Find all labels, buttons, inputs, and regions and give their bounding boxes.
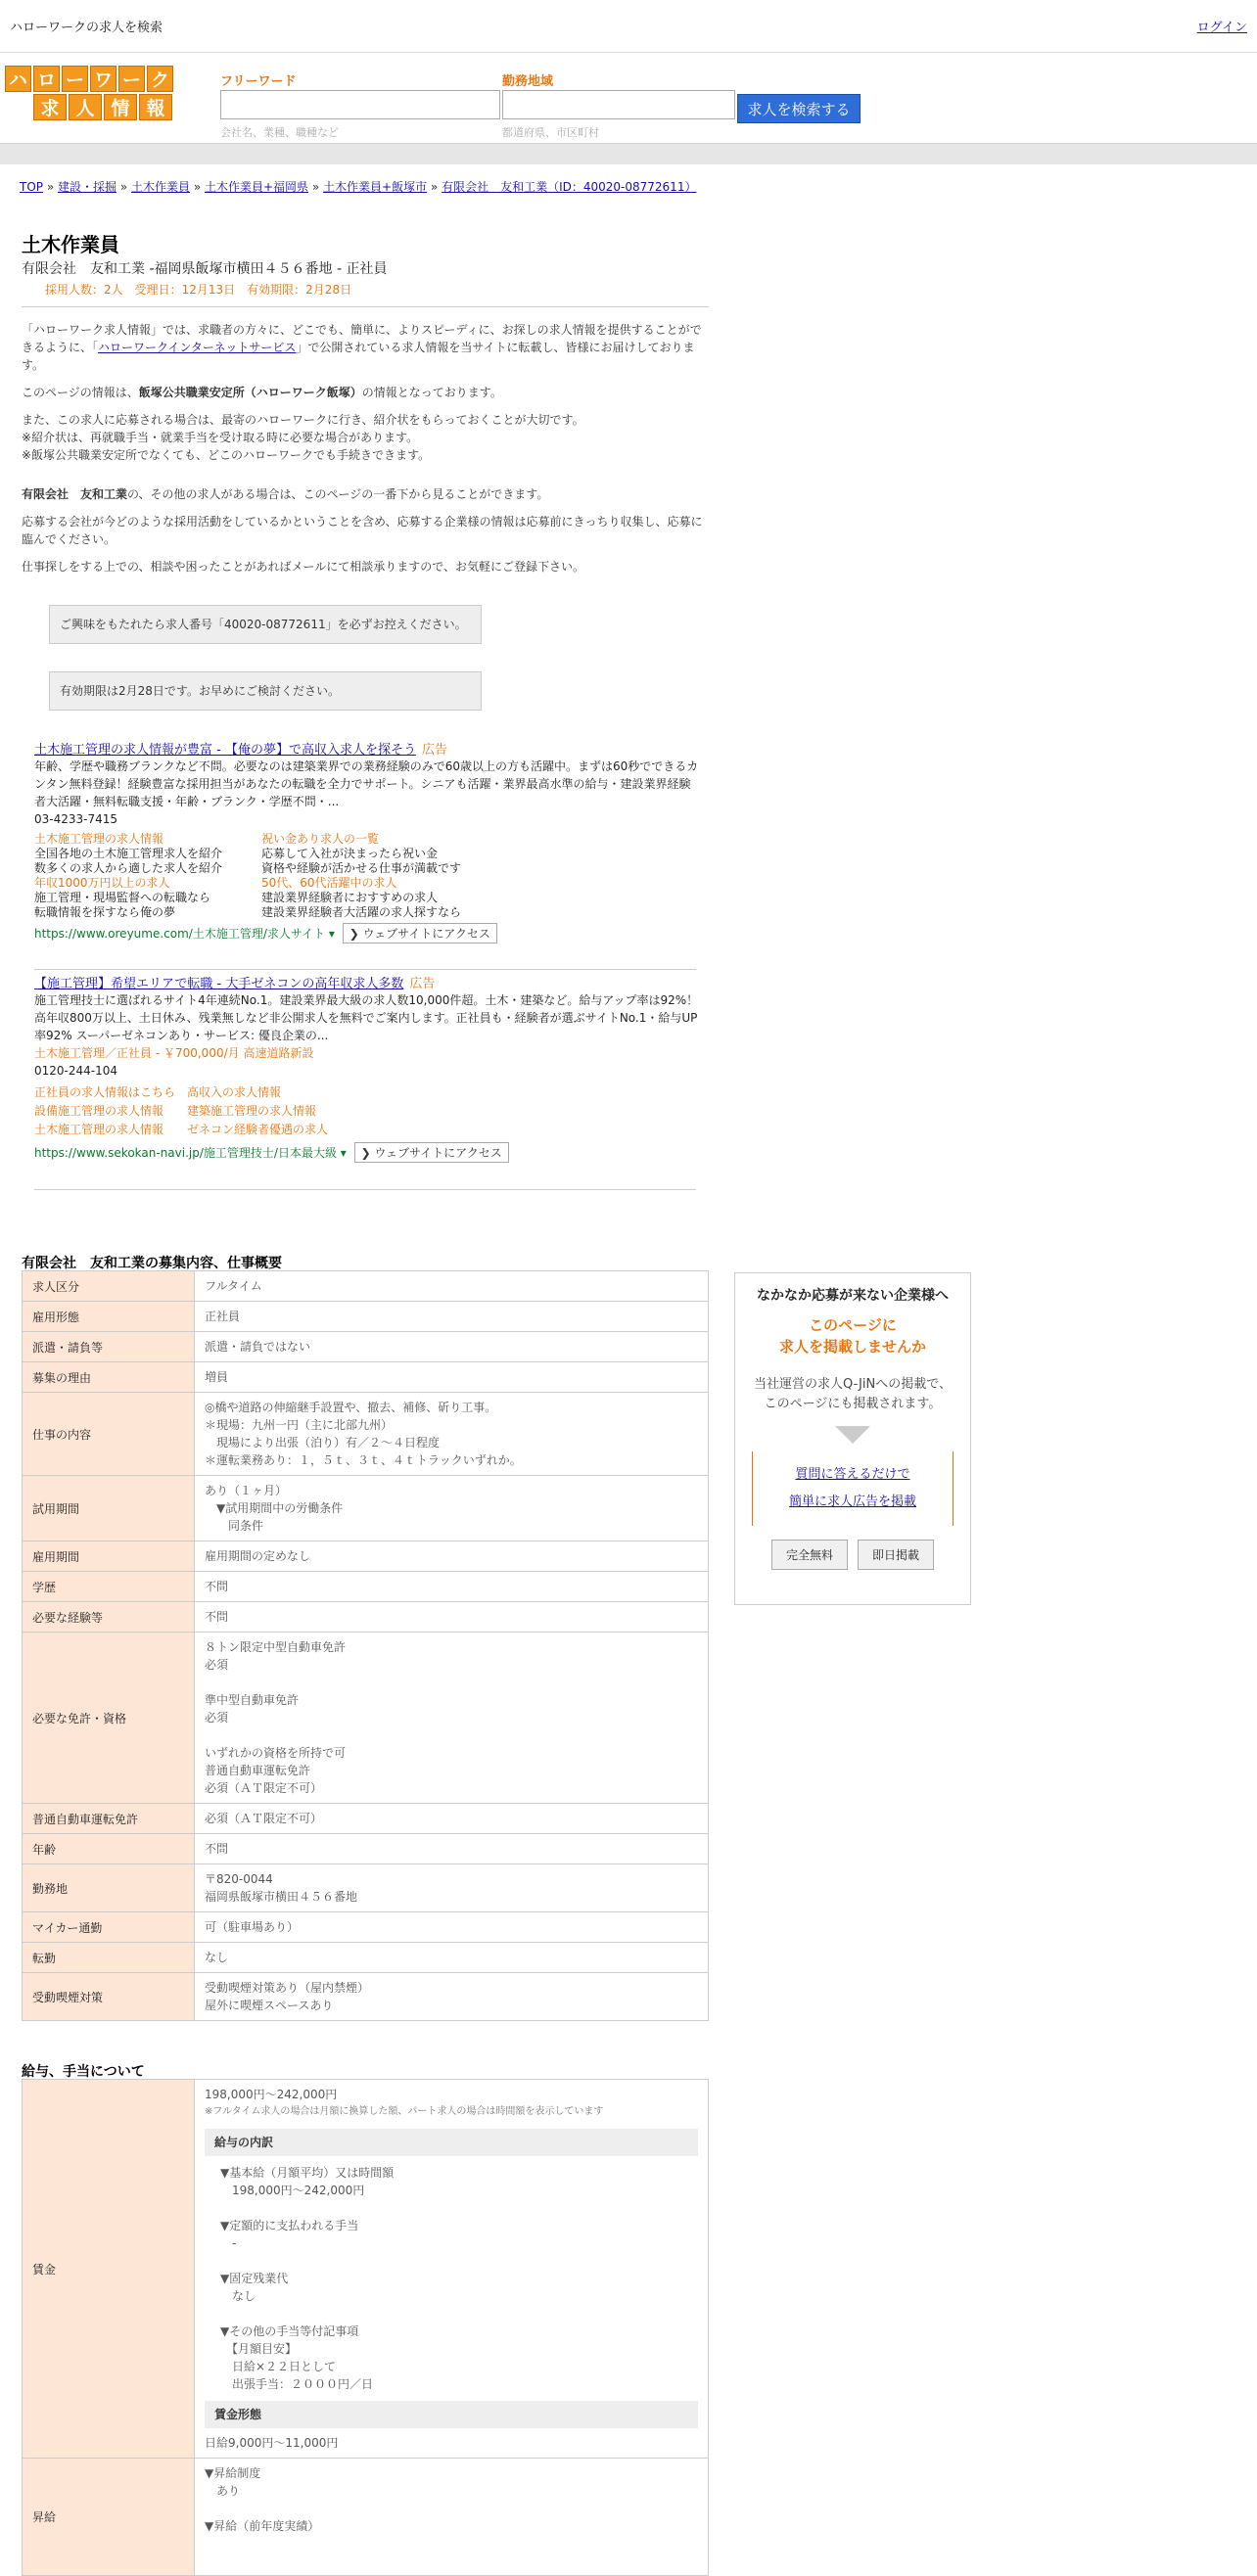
raise-value: ▼昇給制度 あり ▼昇給（前年度実績） [195,2459,709,2576]
row-value: 不問 [195,1572,709,1602]
divider [22,306,709,307]
ad-divider [34,1189,696,1190]
site-title: ハローワークの求人を検索 [10,21,163,35]
breadcrumb-company[interactable]: 有限会社 友和工業（ID：40020-08772611） [442,180,697,194]
row-value: 増員 [195,1362,709,1393]
table-row [23,1864,709,1912]
ad-2-title[interactable]: 【施工管理】希望エリアで転職 - 大手ゼネコンの高年収求人多数 [34,977,404,991]
sidebar-desc: 当社運営の求人Q-JiNへの掲載で、 このページにも掲載されます。 [754,1377,952,1411]
row-label: 求人区分 [23,1271,195,1302]
row-label: 仕事の内容 [23,1393,195,1476]
breakdown: ▼基本給（月額平均）又は時間額 198,000円〜242,000円 ▼定額的に支払われる手当 - ▼固定残業代 なし ▼その他の手当等付記事項 【月額目安】 日給×２２日として 出張手当：２０００円／日 [220,2166,395,2391]
table-row [23,1572,709,1602]
breadcrumb: TOP » 建設・採掘 » 土木作業員 » 土木作業員+福岡県 » 土木作業員+飯塚市 » 有限会社 友和工業（ID：40020-08772611） [20,180,697,194]
ad-sitelink[interactable]: 年収1000万円以上の求人 施工管理・現場監督への転職なら 転職情報を探すなら俺の夢 [34,876,211,919]
wage-label: 賃金 [23,2080,195,2459]
ad-1 [34,739,700,943]
header [0,53,1257,143]
intro-p2: このページの情報は、飯塚公共職業安定所（ハローワーク飯塚）の情報となっております。 [22,386,502,399]
row-value: 正社員 [195,1302,709,1332]
area-placeholder: 都道府県、市区町村 [502,126,599,139]
sidebar-link-answer[interactable]: 質問に答えるだけで [795,1467,910,1482]
logo-char: ハ [5,66,31,92]
intro-p1: 「ハローワーク求人情報」では、求職者の方々に、どこでも、簡単に、よりスピーディに、お探しの求人情報を提供することができるように、「ハローワークインターネットサービス」で公開されている求人情報を当サイトに転載し、皆様にお届けしております。 [22,323,702,372]
page-title: 土木作業員 [22,233,119,256]
ad-1-sitelinks [34,832,700,920]
breadcrumb-job[interactable]: 土木作業員 [131,180,191,194]
table-row [23,1602,709,1633]
table-row [23,1332,709,1362]
ad-1-url[interactable]: https://www.oreyume.com/土木施工管理/求人サイト ▾ ❯ ウェブサイトにアクセス [34,923,700,943]
gray-divider-bar [0,143,1257,164]
visit-site-button[interactable]: ❯ ウェブサイトにアクセス [343,923,497,943]
intro-p5: 応募する会社が今どのような採用活動をしているかということを含め、応募する企業様の情報は応募前にきっちり収集し、応募に臨んでください。 [22,515,703,546]
sidebar-links [752,1451,954,1526]
sidebar-heading: なかなか応募が来ない企業様へ [757,1288,949,1304]
ad-2-extra: 土木施工管理／正社員 - ￥700,000/月 高速道路新設 [34,1046,314,1060]
logo-char: 情 [104,94,137,120]
ad-2-phone[interactable]: 0120-244-104 [34,1064,118,1078]
form-title: 賃金形態 [205,2401,698,2428]
breadcrumb-top[interactable]: TOP [20,180,44,194]
down-arrow-icon [835,1426,870,1444]
row-label: 受動喫煙対策 [23,1973,195,2021]
row-label: 学歴 [23,1572,195,1602]
logo-char: ロ [33,66,60,92]
hellowork-internet-link[interactable]: ハローワークインターネットサービス [98,341,297,354]
area-field-group [502,70,735,140]
ad-2 [34,973,700,1163]
section-title-overview: 有限会社 友和工業の募集内容、仕事概要 [22,1256,282,1271]
top-bar [0,0,1257,53]
table-row [23,1943,709,1973]
row-value: ８トン限定中型自動車免許 必須 準中型自動車免許 必須 いずれかの資格を所持で可 普通自動車運転免許 必須（ＡＴ限定不可） [195,1633,709,1804]
row-value: 不問 [195,1834,709,1864]
visit-site-button[interactable]: ❯ ウェブサイトにアクセス [354,1142,509,1163]
table-row [23,1362,709,1393]
row-value: 派遣・請負ではない [195,1332,709,1362]
freeword-input[interactable] [220,90,500,119]
same-day-badge[interactable]: 即日掲載 [858,1540,934,1570]
intro-text [22,321,707,585]
freeword-label: フリーワード [220,74,297,89]
ad-2-url[interactable]: https://www.sekokan-navi.jp/施工管理技士/日本最大級 ▾ ❯ ウェブサイトにアクセス [34,1142,700,1163]
ad-1-desc: 年齢、学歴や職務ブランクなど不問。必要なのは建築業界での業務経験のみで60歳以上の方も活躍中。まずは60秒でできるカンタン無料登録！経験豊富な採用担当があなたの転職を全力でサポート。シニアも活躍・業界最高水準の給与・建設業界経験者大活躍・無料転職支援・年齢・ブランク・学歴不問・... [34,759,699,808]
row-label: 普通自動車運転免許 [23,1804,195,1834]
row-label: 派遣・請負等 [23,1332,195,1362]
table-row [23,1973,709,2021]
job-header [22,229,707,298]
row-value: 可（駐車場あり） [195,1912,709,1943]
breadcrumb-job-pref[interactable]: 土木作業員+福岡県 [205,180,309,194]
advertise-sidebar [734,1272,971,1605]
ads-area [34,739,700,1163]
freeword-placeholder: 会社名、業種、職種など [220,126,339,139]
table-row [23,1834,709,1864]
row-value: なし [195,1943,709,1973]
intro-p6: 仕事探しをする上での、相談や困ったことがあればメールにて相談承りますので、お気軽にご登録下さい。 [22,560,585,574]
section-title-salary: 給与、手当について [22,2064,145,2080]
job-overview-table [22,1270,709,2021]
logo-char: 人 [69,94,102,120]
table-row [23,1302,709,1332]
ad-tag: 広告 [409,977,436,991]
row-label: 雇用期間 [23,1541,195,1572]
breakdown-title: 給与の内訳 [205,2129,698,2156]
sidebar-link-post[interactable]: 簡単に求人広告を掲載 [788,1495,916,1509]
row-value: 必須（ＡＴ限定不可） [195,1804,709,1834]
ad-tag: 広告 [421,743,447,758]
intro-p4: 有限会社 友和工業の、その他の求人がある場合は、このページの一番下から見ることができます。 [22,487,549,501]
table-row [23,1541,709,1572]
wage-note: ※フルタイム求人の場合は月額に換算した額、パート求人の場合は時間額を表示しています [205,2106,604,2117]
row-label: 募集の理由 [23,1362,195,1393]
table-row [23,1271,709,1302]
logo-char: ー [62,66,88,92]
sidebar-cta-text: このページに 求人を掲載しませんか [778,1316,926,1356]
company-line: 有限会社 友和工業 -福岡県飯塚市横田４５６番地 - 正社員 [22,261,388,277]
free-badge[interactable]: 完全無料 [771,1540,848,1570]
logo-char: ー [118,66,145,92]
breadcrumb-category[interactable]: 建設・採掘 [58,180,117,194]
raise-label: 昇給 [23,2459,195,2576]
search-button[interactable]: 求人を検索する [737,94,861,123]
notice-job-number: ご興味をもたれたら求人番号「40020-08772611」を必ずお控えください。 [49,605,482,644]
login-link[interactable]: ログイン [1196,21,1247,35]
row-label: マイカー通勤 [23,1912,195,1943]
row-label: 試用期間 [23,1476,195,1541]
row-value: フルタイム [195,1271,709,1302]
wage-range: 198,000円〜242,000円 [205,2088,338,2101]
freeword-field-group [220,70,500,140]
row-value: あり（１ヶ月） ▼試用期間中の労働条件 同条件 [195,1476,709,1541]
row-value: ◎橋や道路の伸縮継手設置や、撤去、補修、斫り工事。 ＊現場：九州一円（主に北部九州） 現場により出張（泊り）有／２～４日程度 ＊運転業務あり：１，５ｔ、３ｔ、４ｔトラックいずれか。 [195,1393,709,1476]
ad-1-phone[interactable]: 03-4233-7415 [34,812,118,826]
form-value: 日給9,000円〜11,000円 [205,2436,339,2450]
ad-divider [34,969,696,970]
logo-char: ク [147,66,173,92]
breadcrumb-job-city[interactable]: 土木作業員+飯塚市 [323,180,428,194]
row-label: 必要な免許・資格 [23,1633,195,1804]
row-value: 雇用期間の定めなし [195,1541,709,1572]
row-label: 勤務地 [23,1864,195,1912]
ad-1-title[interactable]: 土木施工管理の求人情報が豊富 - 【俺の夢】で高収入求人を探そう [34,743,416,758]
intro-p3: また、この求人に応募される場合は、最寄のハローワークに行き、紹介状をもらっておくことが大切です。 ※紹介状は、再就職手当・就業手当を受け取る時に必要な場合があります。 ※飯塚公共職業安定所でなくても、どこのハローワークでも手続きできます。 [22,413,584,462]
job-meta: 採用人数：2人 受理日：12月13日 有効期限：2月28日 [45,283,352,297]
table-row [23,1912,709,1943]
row-value: 受動喫煙対策あり（屋内禁煙） 屋外に喫煙スペースあり [195,1973,709,2021]
salary-table [22,2079,709,2576]
logo-char: 報 [139,94,172,120]
notice-expiry: 有効期限は2月28日です。お早めにご検討ください。 [49,671,482,711]
table-row [23,1393,709,1476]
logo-char: ワ [90,66,116,92]
row-label: 必要な経験等 [23,1602,195,1633]
ad-sitelink[interactable]: 祝い金あり求人の一覧 応募して入社が決まったら祝い金 資格や経験が活かせる仕事が満載です [261,832,462,875]
row-label: 転勤 [23,1943,195,1973]
hellowork-logo[interactable] [5,66,175,122]
ad-2-desc: 施工管理技士に選ばれるサイト4年連続No.1。建設業界最大級の求人数10,000件超。土木・建築など。給与アップ率は92%！高年収800万以上、土日休み、残業無しなど非公開求人を無料でご案内します。正社員も・経験者が選ぶサイトNo.1・給与UP率92% スーパーゼネコンあり・サービス: 優良企業の... [34,993,699,1042]
row-label: 年齢 [23,1834,195,1864]
table-row [23,1633,709,1804]
ad-sitelink[interactable]: 50代、60代活躍中の求人 建設業界経験者におすすめの求人 建設業界経験者大活躍の求人探すなら [261,876,462,919]
ad-2-sitelinks[interactable]: 正社員の求人情報はこちら 高収入の求人情報 設備施工管理の求人情報 建築施工管理の求人情報 土木施工管理の求人情報 ゼネコン経験者優遇の求人 [34,1085,329,1136]
logo-char: 求 [33,94,67,120]
table-row [23,1804,709,1834]
area-label: 勤務地域 [502,74,554,89]
row-value: 〒820-0044 福岡県飯塚市横田４５６番地 [195,1864,709,1912]
ad-sitelink[interactable]: 土木施工管理の求人情報 全国各地の土木施工管理求人を紹介 数多くの求人から適した求人を紹介 [34,832,223,875]
row-value: 不問 [195,1602,709,1633]
area-input[interactable] [502,90,735,119]
row-label: 雇用形態 [23,1302,195,1332]
table-row [23,1476,709,1541]
